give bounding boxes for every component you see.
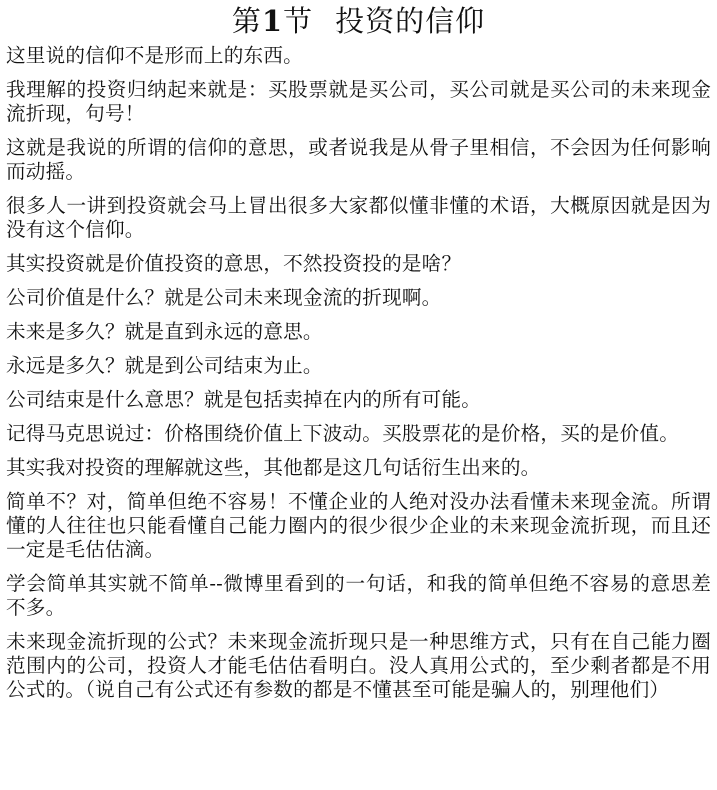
paragraph: 其实我对投资的理解就这些，其他都是这几句话衍生出来的。 — [6, 456, 541, 479]
body-text — [6, 44, 711, 702]
section-number: 1 — [261, 4, 284, 38]
paragraph: 很多人一讲到投资就会马上冒出很多大家都似懂非懂的术语，大概原因就是因为没有这个信仰。 — [6, 194, 711, 241]
paragraph: 未来现金流折现的公式？未来现金流折现只是一种思维方式，只有在自己能力圈范围内的公司，投资人才能毛估估看明白。没人真用公式的，至少剩者都是不用公式的。（说自己有公式还有参数的都是不懂甚至可能是骗人的，别理他们） — [6, 630, 711, 701]
paragraph: 这里说的信仰不是形而上的东西。 — [6, 44, 303, 67]
paragraph: 我理解的投资归纳起来就是：买股票就是买公司，买公司就是买公司的未来现金流折现，句号！ — [6, 78, 711, 125]
paragraph: 记得马克思说过：价格围绕价值上下波动。买股票花的是价格，买的是价值。 — [6, 422, 679, 445]
section-heading-text: 投资的信仰 — [335, 4, 486, 38]
paragraph: 其实投资就是价值投资的意思，不然投资投的是啥？ — [6, 252, 462, 275]
section-suffix: 节 — [283, 4, 314, 38]
paragraph: 这就是我说的所谓的信仰的意思，或者说我是从骨子里相信，不会因为任何影响而动摇。 — [6, 136, 711, 183]
paragraph: 学会简单其实就不简单--微博里看到的一句话，和我的简单但绝不容易的意思差不多。 — [6, 572, 711, 619]
paragraph: 简单不？对，简单但绝不容易！不懂企业的人绝对没办法看懂未来现金流。所谓懂的人往往也只能看懂自己能力圈内的很少很少企业的未来现金流折现，而且还一定是毛估估滴。 — [6, 490, 711, 561]
section-prefix: 第 — [231, 4, 262, 38]
paragraph: 公司结束是什么意思？就是包括卖掉在内的所有可能。 — [6, 388, 482, 411]
section-title — [6, 2, 711, 40]
paragraph: 未来是多久？就是直到永远的意思。 — [6, 320, 323, 343]
document-page — [0, 2, 717, 790]
paragraph: 公司价值是什么？就是公司未来现金流的折现啊。 — [6, 286, 442, 309]
paragraph: 永远是多久？就是到公司结束为止。 — [6, 354, 323, 377]
